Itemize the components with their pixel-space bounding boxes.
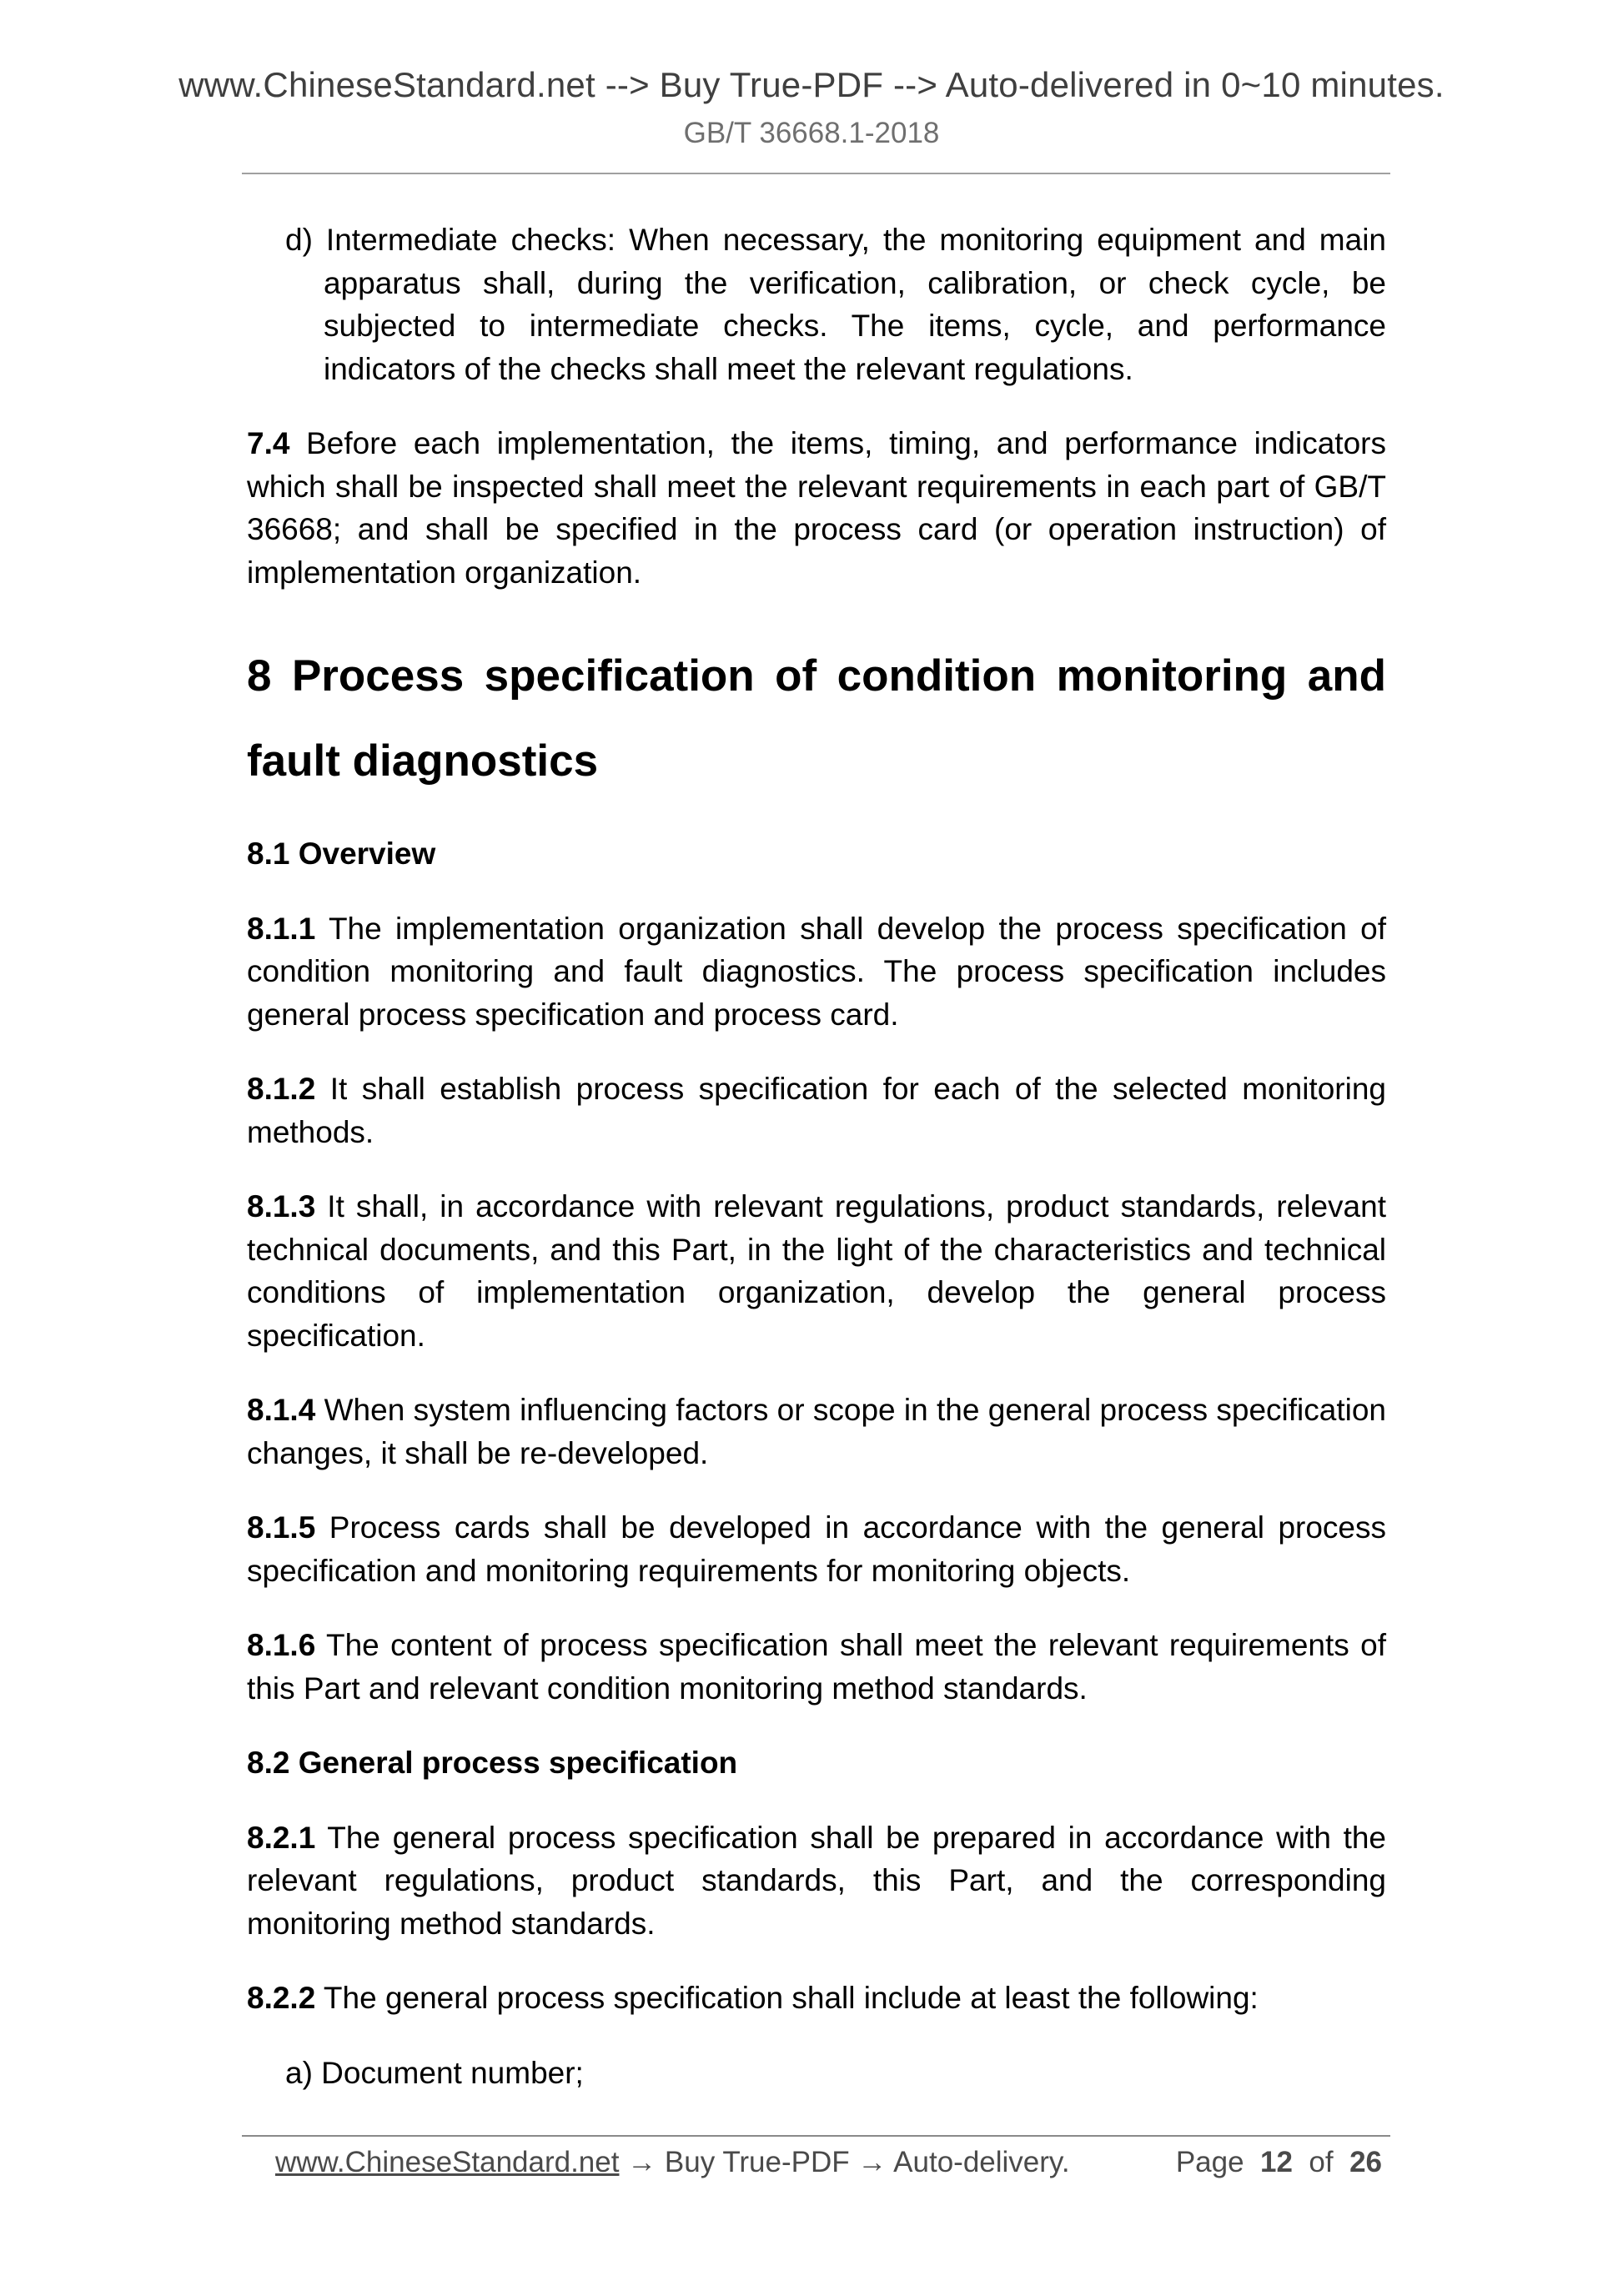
- clause-8-1-1: [247, 907, 1386, 1037]
- page-number: 12: [1260, 2146, 1293, 2178]
- clause-text: The general process specification shall include at least the following:: [315, 1981, 1259, 2015]
- clause-7-4: [247, 422, 1386, 594]
- footer-divider: [242, 2135, 1390, 2137]
- subsection-heading-8-2: 8.2 General process specification: [247, 1746, 738, 1780]
- clause-8-1-4: [247, 1389, 1386, 1475]
- clause-number: 7.4: [247, 426, 290, 460]
- document-code: GB/T 36668.1-2018: [683, 117, 940, 149]
- footer-tagline: → Buy True-PDF → Auto-delivery.: [619, 2146, 1070, 2178]
- clause-text: Process cards shall be developed in accordance with the general process specification and monitoring requirements for monitoring objects.: [247, 1510, 1386, 1588]
- page-content: [247, 219, 1386, 2094]
- clause-8-1-6: [247, 1624, 1386, 1710]
- clause-number: 8.1.5: [247, 1510, 316, 1545]
- clause-text: The content of process specification shall meet the relevant requirements of this Part and relevant condition monitoring method standards.: [247, 1628, 1386, 1706]
- clause-8-1-5: [247, 1506, 1386, 1592]
- page-word: Page: [1175, 2146, 1244, 2178]
- page-footer: [275, 2142, 1389, 2183]
- clause-number: 8.2.1: [247, 1820, 316, 1855]
- clause-number: 8.1.1: [247, 911, 316, 946]
- clause-number: 8.1.3: [247, 1189, 316, 1223]
- clause-number: 8.1.4: [247, 1393, 316, 1427]
- clause-8-2-1: [247, 1816, 1386, 1946]
- list-item-a: a) Document number;: [285, 2055, 584, 2090]
- clause-number: 8.1.2: [247, 1072, 316, 1106]
- clause-8-2-2: [247, 1977, 1386, 2020]
- clause-8-1-2: [247, 1068, 1386, 1153]
- clause-text: When system influencing factors or scope in the general process specification changes, it shall be re-developed.: [247, 1393, 1386, 1470]
- clause-text: It shall establish process specification for each of the selected monitoring methods.: [247, 1072, 1386, 1149]
- clause-text: Before each implementation, the items, timing, and performance indicators which shall be inspected shall meet the relevant requirements in each part of GB/T 36668; and shall be specified in the process card (or operation instruction) of implementation organization.: [247, 426, 1386, 590]
- header-banner: www.ChineseStandard.net --> Buy True-PDF --> Auto-delivered in 0~10 minutes.: [178, 65, 1445, 104]
- page-total: 26: [1349, 2146, 1382, 2178]
- section-heading-8: 8 Process specification of condition monitoring and fault diagnostics: [247, 651, 1386, 786]
- subsection-heading-8-1: 8.1 Overview: [247, 837, 436, 871]
- clause-text: The general process specification shall be prepared in accordance with the relevant regulations, product standards, this Part, and the corresponding monitoring method standards.: [247, 1820, 1386, 1941]
- page-indicator: [1176, 2142, 1382, 2183]
- clause-number: 8.2.2: [247, 1981, 316, 2015]
- clause-number: 8.1.6: [247, 1628, 316, 1662]
- footer-website-link[interactable]: www.ChineseStandard.net: [275, 2146, 620, 2178]
- of-word: of: [1309, 2146, 1334, 2178]
- list-item-d: d) Intermediate checks: When necessary, the monitoring equipment and main apparatus shall, during the verification, calibration, or check cycle, be subjected to intermediate checks. The items, cycle, and performance indicators of the checks shall meet the relevant regulations.: [285, 223, 1386, 386]
- clause-text: The implementation organization shall develop the process specification of condition monitoring and fault diagnostics. The process specification includes general process specification and process card.: [247, 911, 1386, 1032]
- clause-text: It shall, in accordance with relevant regulations, product standards, relevant technical documents, and this Part, in the light of the characteristics and technical conditions of implementation organization, develop the general process specification.: [247, 1189, 1386, 1353]
- header-divider: [242, 173, 1390, 174]
- clause-8-1-3: [247, 1185, 1386, 1357]
